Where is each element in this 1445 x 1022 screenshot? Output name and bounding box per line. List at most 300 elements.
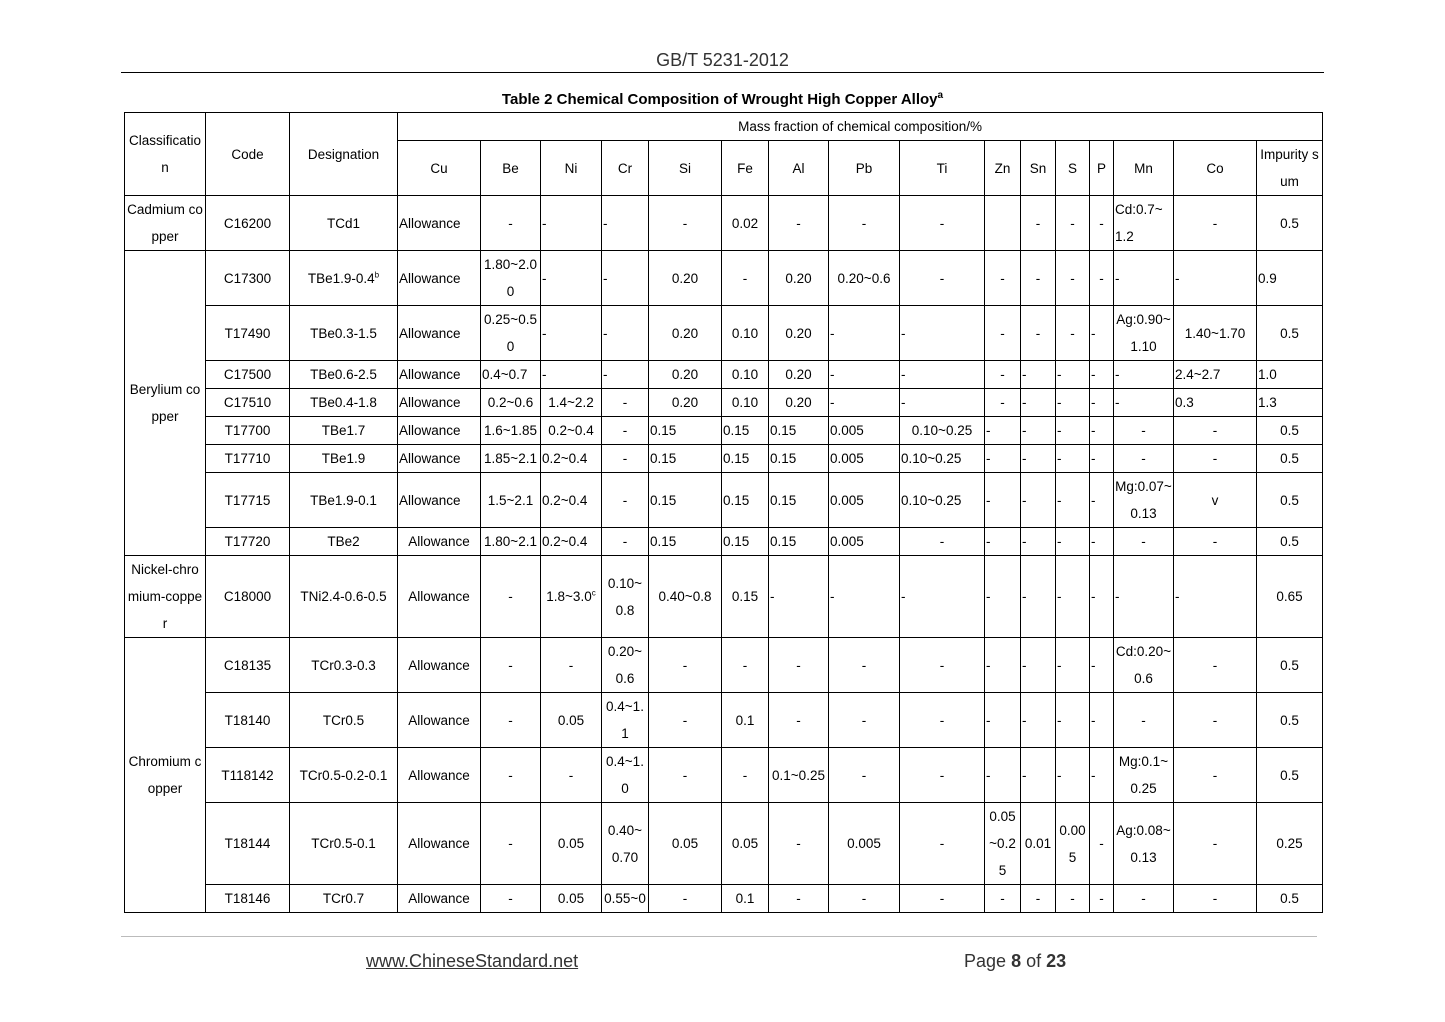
composition-cell [1056,445,1090,473]
composition-cell [541,445,602,473]
composition-value: 0.40~0.70 [607,822,643,865]
code-cell: C16200 [206,196,290,251]
table-row [125,306,1323,361]
header-classification: Classification [125,113,206,196]
composition-value: - [1035,270,1041,286]
composition-cell [481,803,541,885]
composition-value: - [1070,215,1075,231]
composition-value: 0.5 [1280,712,1299,728]
composition-value: - [1070,891,1075,906]
composition-value: Allowance [399,215,461,231]
composition-value: - [1057,367,1062,382]
composition-cell [602,306,649,361]
composition-cell [829,196,900,251]
composition-value: 0.10~0.8 [607,575,643,618]
composition-value: - [1035,215,1041,231]
table-row [125,251,1323,306]
composition-value: - [1022,767,1027,783]
composition-cell [481,638,541,693]
composition-cell [1174,473,1257,528]
composition-value: 0.5 [1280,492,1299,508]
page-of: of [1026,951,1042,971]
composition-cell [1090,693,1114,748]
composition-cell [1056,638,1090,693]
designation-cell [290,748,398,803]
designation-text: TBe2 [327,534,360,549]
composition-table [124,112,1323,913]
composition-value: 1.85~2.1 [484,451,537,466]
composition-cell [769,885,829,913]
composition-cell [1090,803,1114,885]
composition-cell [1257,528,1323,556]
composition-value: 0.20 [785,270,812,286]
composition-value: - [508,836,513,851]
header-element: Pb [829,141,900,196]
composition-cell [398,885,481,913]
composition-cell [1090,196,1114,251]
composition-value: 0.5 [1280,423,1299,438]
composition-cell [900,528,985,556]
composition-value: 0.20 [785,395,812,410]
composition-value: 0.15 [723,534,750,549]
composition-value: 1.5~2.1 [487,492,534,508]
composition-value: 0.4~1.1 [606,699,644,741]
composition-cell [602,638,649,693]
composition-cell [985,803,1021,885]
composition-cell [829,445,900,473]
composition-value: - [1091,423,1096,438]
composition-cell [541,417,602,445]
composition-value: 0.20~0.6 [837,270,891,286]
composition-value: - [1212,215,1218,231]
table-title-text: Table 2 Chemical Composition of Wrought High Copper Alloy [501,91,938,108]
composition-value: Allowance [399,492,461,508]
composition-value: - [508,589,513,604]
composition-value: - [986,767,991,783]
composition-value: 0.20 [785,367,812,382]
composition-value: - [939,657,945,673]
composition-value: - [796,836,801,851]
composition-cell [481,556,541,638]
code-cell: T17490 [206,306,290,361]
composition-value: - [508,712,513,728]
website-link[interactable]: www.ChineseStandard.net [366,951,579,971]
composition-value: 0.15 [731,589,759,604]
composition-value: - [1141,891,1146,906]
header-element: P [1090,141,1114,196]
composition-value: Allowance [399,451,461,466]
composition-cell [1174,389,1257,417]
composition-value: Mg:0.1~0.25 [1118,754,1169,796]
code-cell: C17500 [206,361,290,389]
composition-value: - [508,215,513,231]
composition-cell [1114,417,1174,445]
classification-cell: Cadmium copper [125,196,206,251]
composition-cell [398,638,481,693]
composition-cell [1174,361,1257,389]
composition-cell [1174,803,1257,885]
composition-value: - [1000,325,1005,341]
composition-value: Cd:0.20~0.6 [1115,644,1172,686]
composition-cell [1257,389,1323,417]
classification-cell: Chromium copper [125,638,206,913]
composition-cell [1021,748,1056,803]
composition-cell [1114,251,1174,306]
designation-text: TNi2.4-0.6-0.5 [300,589,387,604]
composition-cell [649,473,722,528]
composition-value: - [939,767,945,783]
composition-cell [541,306,602,361]
composition-cell [722,693,769,748]
composition-value: - [682,215,688,231]
composition-cell [1174,196,1257,251]
composition-cell [722,389,769,417]
designation-text: TCd1 [326,215,360,231]
composition-value: - [796,215,801,231]
composition-value: 0.10 [731,395,759,410]
composition-cell [985,251,1021,306]
composition-cell [1257,306,1323,361]
composition-value: 0.05 [671,836,699,851]
composition-cell [769,361,829,389]
composition-cell [481,389,541,417]
composition-value: 1.3 [1258,395,1277,410]
code-cell: C18135 [206,638,290,693]
composition-cell [398,556,481,638]
composition-cell [1174,748,1257,803]
composition-cell [1257,556,1323,638]
composition-value: 0.15 [723,492,750,508]
document-standard-number: GB/T 5231-2012 [656,50,789,70]
composition-value: - [1141,534,1146,549]
composition-value: 0.5 [1280,767,1299,783]
composition-value: 0.15 [650,492,677,508]
composition-value: - [1115,367,1120,382]
composition-value: - [830,395,835,410]
composition-value: - [986,589,991,604]
composition-cell [769,306,829,361]
header-element: Mn [1114,141,1174,196]
composition-cell [541,556,602,638]
composition-cell [398,445,481,473]
composition-value: - [861,712,867,728]
composition-cell [722,556,769,638]
composition-cell [985,748,1021,803]
composition-cell [398,306,481,361]
composition-cell [1257,803,1323,885]
composition-value: - [861,215,867,231]
composition-value: 1.0 [1258,367,1277,382]
composition-value: - [1141,423,1146,438]
composition-cell [481,693,541,748]
composition-value: - [1091,712,1096,728]
composition-value: - [1115,270,1120,286]
composition-cell [1114,306,1174,361]
composition-cell [1090,473,1114,528]
composition-value: - [1091,451,1096,466]
code-cell: T18146 [206,885,290,913]
composition-value: 0.005 [1059,822,1086,865]
composition-value: - [568,657,574,673]
composition-cell [649,885,722,913]
composition-value: - [1022,712,1027,728]
composition-cell [900,473,985,528]
composition-cell [541,693,602,748]
composition-value: 0.005 [847,836,881,851]
composition-value: - [1022,657,1027,673]
designation-text: TBe0.6-2.5 [310,367,377,382]
composition-cell [1021,693,1056,748]
designation-text: TBe1.9-0.4 [307,270,375,286]
composition-value: - [770,589,775,604]
composition-value: - [1057,712,1062,728]
composition-value: 1.8~3.0 [546,589,592,604]
table-row [125,693,1323,748]
composition-cell [649,638,722,693]
composition-value: - [1099,270,1104,286]
designation-cell [290,306,398,361]
composition-cell [722,196,769,251]
composition-cell [1174,885,1257,913]
composition-cell [985,389,1021,417]
composition-cell [829,528,900,556]
composition-value: - [1099,891,1104,906]
composition-cell [481,885,541,913]
composition-cell [1056,556,1090,638]
composition-cell [829,306,900,361]
code-cell: T17700 [206,417,290,445]
composition-value: 0.5 [1280,325,1299,341]
composition-value: - [1091,657,1096,673]
composition-cell [829,251,900,306]
composition-cell [1090,306,1114,361]
composition-value: - [986,712,991,728]
composition-cell [985,693,1021,748]
composition-value: 0.15 [770,423,797,438]
composition-cell [602,196,649,251]
designation-cell [290,693,398,748]
designation-text: TCr0.5-0.2-0.1 [299,767,388,783]
designation-cell [290,417,398,445]
composition-value: - [1212,657,1218,673]
composition-value: - [861,891,867,906]
designation-text: TBe0.3-1.5 [310,325,377,341]
composition-cell [481,196,541,251]
composition-cell [602,389,649,417]
header-divider [121,72,1324,73]
composition-cell [541,528,602,556]
composition-cell [829,638,900,693]
header-mass-fraction: Mass fraction of chemical composition/% [398,113,1323,141]
composition-cell [1257,748,1323,803]
composition-cell [481,473,541,528]
composition-value: - [1141,712,1146,728]
composition-value: 0.1 [735,891,755,906]
composition-cell [829,803,900,885]
composition-value: 0.20 [671,367,699,382]
composition-cell [722,638,769,693]
composition-value: - [1091,589,1096,604]
composition-value: - [603,367,608,382]
composition-cell [1021,306,1056,361]
composition-cell [829,693,900,748]
composition-value: - [1175,270,1180,286]
composition-value: 0.20 [785,325,812,341]
composition-cell [722,528,769,556]
composition-cell [1021,389,1056,417]
composition-cell [602,251,649,306]
composition-value: 2.4~2.7 [1175,367,1221,382]
table-row [125,417,1323,445]
composition-cell [985,528,1021,556]
composition-cell [1090,885,1114,913]
composition-cell [1114,638,1174,693]
table-row [125,528,1323,556]
composition-value: - [568,767,574,783]
composition-value: Allowance [408,891,470,906]
composition-cell [769,389,829,417]
composition-cell [722,445,769,473]
header-element: Zn [985,141,1021,196]
composition-cell [481,417,541,445]
composition-cell [398,748,481,803]
composition-value: 0.02 [731,215,759,231]
footer-divider [121,936,1317,937]
composition-value: 0.2~0.4 [542,534,588,549]
composition-value: - [939,270,945,286]
header-element: Si [649,141,722,196]
composition-value: - [542,215,547,231]
composition-value: Allowance [408,589,470,604]
composition-cell [1174,638,1257,693]
designation-text: TBe1.9-0.1 [310,492,377,508]
composition-value: 1.4~2.2 [548,395,594,410]
composition-cell [985,445,1021,473]
composition-cell [1021,803,1056,885]
composition-value: 0.05 [731,836,759,851]
composition-value: Mg:0.07~0.13 [1115,479,1172,521]
composition-value: - [986,451,991,466]
composition-value: 0.05 [557,891,585,906]
header-element: Be [481,141,541,196]
composition-value: - [1000,270,1005,286]
composition-cell [1114,803,1174,885]
composition-cell [829,473,900,528]
composition-cell [985,417,1021,445]
composition-cell [541,748,602,803]
composition-value: - [986,534,991,549]
composition-value: 0.4~0.7 [482,367,528,382]
composition-value: 0.15 [650,451,677,466]
composition-value: - [1212,767,1218,783]
composition-cell [1021,361,1056,389]
designation-text: TCr0.5-0.1 [311,836,376,851]
table-title-footnote-mark: a [937,90,944,101]
composition-cell [602,417,649,445]
composition-value: - [796,712,801,728]
composition-value: - [986,423,991,438]
composition-value: - [830,325,835,341]
composition-value: - [1035,325,1041,341]
composition-value: 0.40~0.8 [658,589,712,604]
composition-cell [649,251,722,306]
composition-value: - [861,767,867,783]
composition-value: 0.5 [1280,534,1299,549]
composition-cell [1090,417,1114,445]
composition-value: 0.2~0.4 [548,423,594,438]
composition-value: - [508,891,513,906]
composition-cell [1257,638,1323,693]
composition-cell [1174,693,1257,748]
composition-value: - [682,767,688,783]
code-cell: T18144 [206,803,290,885]
composition-cell [900,251,985,306]
composition-cell [900,803,985,885]
composition-value: 0.15 [770,534,797,549]
composition-value: - [1057,395,1062,410]
composition-value: - [1091,767,1096,783]
composition-value: - [1091,395,1096,410]
composition-value: 0.3 [1175,395,1194,410]
composition-cell [481,306,541,361]
composition-value: - [1091,534,1096,549]
composition-value: - [901,395,906,410]
composition-cell [1090,556,1114,638]
designation-footnote-mark: b [374,270,380,279]
composition-cell [722,417,769,445]
composition-cell [481,445,541,473]
designation-text: TBe1.7 [321,423,366,438]
composition-cell [769,417,829,445]
composition-cell [1257,361,1323,389]
composition-cell [398,473,481,528]
composition-value: 0.15 [650,423,677,438]
composition-cell [649,361,722,389]
composition-cell [829,389,900,417]
header-element: Co [1174,141,1257,196]
composition-value: 0.55~0 [604,891,646,906]
designation-cell [290,251,398,306]
composition-value: 0.1~0.25 [772,767,825,783]
composition-value: - [986,492,991,508]
composition-cell [541,638,602,693]
composition-cell [481,361,541,389]
composition-value: 0.005 [830,451,864,466]
code-cell: C17510 [206,389,290,417]
composition-cell [481,528,541,556]
designation-cell [290,196,398,251]
composition-cell [1114,885,1174,913]
ni-footnote-mark: c [591,588,596,598]
composition-value: - [603,325,608,341]
composition-cell [900,748,985,803]
composition-cell [398,251,481,306]
composition-value: - [1000,367,1005,382]
composition-value: 0.005 [830,492,864,508]
composition-cell [829,417,900,445]
composition-cell [1114,445,1174,473]
designation-text: TCr0.7 [322,891,365,906]
table-row [125,803,1323,885]
composition-value: - [1091,492,1096,508]
designation-cell [290,389,398,417]
composition-cell [1114,693,1174,748]
composition-cell [649,693,722,748]
composition-cell [541,885,602,913]
composition-value: Allowance [408,836,470,851]
composition-value: - [1057,492,1062,508]
code-cell: T18140 [206,693,290,748]
